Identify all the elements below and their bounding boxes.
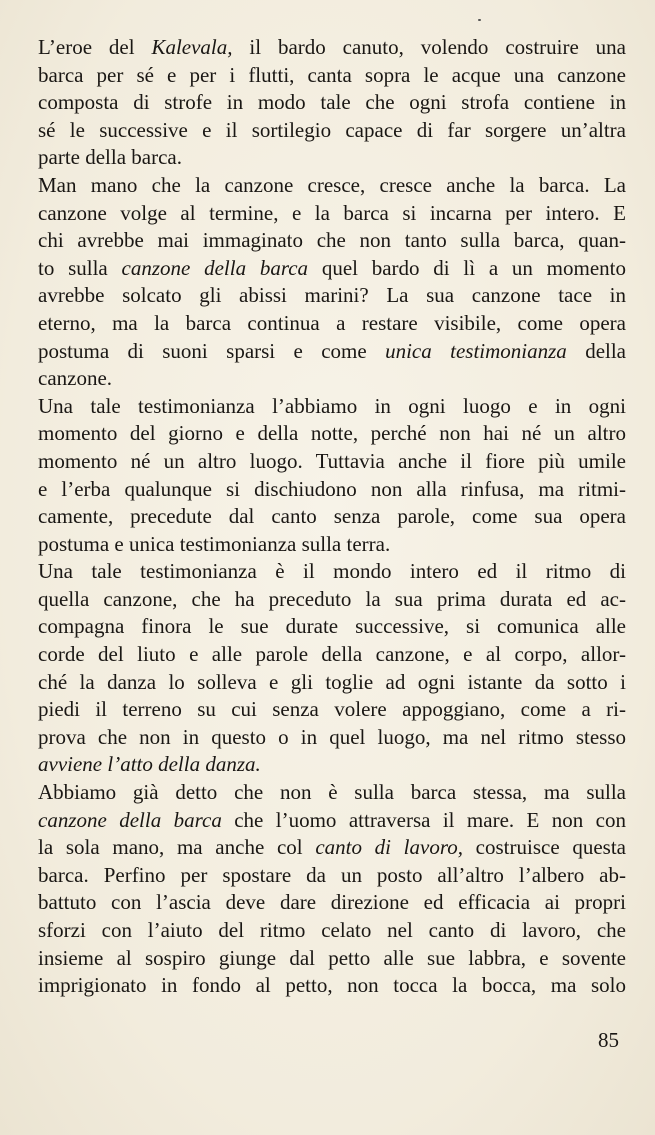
text-line — [38, 531, 626, 559]
text-segment: postuma di suoni sparsi e come — [38, 338, 386, 363]
text-line — [38, 448, 626, 476]
text-line — [38, 144, 626, 172]
text-line — [38, 503, 626, 531]
text-segment: della — [566, 338, 627, 363]
text-segment: che l’uomo attraversa il mare. E non con — [221, 807, 626, 832]
text-line — [38, 282, 626, 310]
body-text — [38, 34, 626, 1000]
text-line — [38, 227, 626, 255]
text-line — [38, 338, 626, 366]
text-segment: eterno, ma la barca continua a restare visibile, come opera — [38, 310, 626, 335]
text-line — [38, 669, 626, 697]
italic-phrase: unica testimonianza — [385, 338, 567, 363]
text-segment: il bardo canuto, volendo costruire una — [232, 35, 626, 59]
text-line — [38, 200, 626, 228]
text-line — [38, 34, 626, 62]
italic-phrase: canto di lavoro, — [315, 835, 463, 860]
text-segment: parte della barca. — [38, 145, 182, 170]
text-line — [38, 117, 626, 145]
text-segment: prova che non in questo o in quel luogo, ma nel ritmo stesso — [38, 724, 626, 749]
text-segment: camente, precedute dal canto senza parole, come sua opera — [38, 504, 626, 529]
text-segment: Una tale testimonianza l’abbiamo in ogni luogo e in ogni — [38, 393, 626, 418]
text-segment: costruisce questa — [462, 835, 626, 860]
text-line — [38, 696, 626, 724]
text-line — [38, 393, 626, 421]
text-segment: canzone. — [38, 366, 113, 391]
text-line — [38, 834, 626, 862]
text-line — [38, 779, 626, 807]
text-segment: corde del liuto e alle parole della canzone, e al corpo, allor- — [38, 642, 626, 667]
text-line — [38, 89, 626, 117]
text-segment: e l’erba qualunque si dischiudono non alla rinfusa, ma ritmi- — [38, 476, 626, 501]
text-segment: quel bardo di lì a un momento — [308, 255, 626, 280]
text-line — [38, 807, 626, 835]
text-segment: sforzi con l’aiuto del ritmo celato nel canto di lavoro, che — [38, 918, 626, 942]
text-segment: canzone volge al termine, e la barca si incarna per intero. E — [38, 200, 626, 225]
text-segment: to sulla — [38, 255, 122, 280]
text-segment: compagna finora le sue durate successive, si comunica alle — [38, 614, 626, 639]
ink-speck — [478, 19, 481, 21]
text-line — [38, 862, 626, 890]
text-segment: piedi il terreno su cui senza volere appoggiano, come a ri- — [38, 697, 626, 722]
text-line — [38, 945, 626, 973]
text-line — [38, 558, 626, 586]
text-line — [38, 310, 626, 338]
text-segment: barca per sé e per i flutti, canta sopra le acque una canzone — [38, 62, 626, 87]
text-line — [38, 917, 626, 945]
text-segment: ché la danza lo solleva e gli toglie ad ogni istante da sotto i — [38, 669, 626, 694]
text-segment: battuto con l’ascia deve dare direzione ed efficacia ai propri — [38, 890, 626, 915]
text-segment: quella canzone, che ha preceduto la sua prima durata ed ac- — [38, 586, 626, 611]
text-segment: Man mano che la canzone cresce, cresce anche la barca. La — [38, 172, 626, 197]
text-segment: momento del giorno e della notte, perché non hai né un altro — [38, 421, 626, 446]
text-line — [38, 586, 626, 614]
text-segment: chi avrebbe mai immaginato che non tanto sulla barca, quan- — [38, 228, 626, 253]
italic-phrase: canzone della barca — [121, 255, 309, 280]
italic-phrase: canzone della barca — [38, 807, 222, 832]
text-segment: insieme al sospiro giunge dal petto alle sue labbra, e sovente — [38, 945, 626, 970]
text-segment: L’eroe del — [38, 35, 152, 59]
text-segment: sé le successive e il sortilegio capace di far sorgere un’altra — [38, 117, 626, 142]
text-line — [38, 255, 626, 283]
page-number: 85 — [598, 1028, 619, 1052]
text-line — [38, 476, 626, 504]
text-segment: la sola mano, ma anche col — [38, 835, 316, 860]
text-segment: postuma e unica testimonianza sulla terra. — [38, 531, 391, 556]
italic-phrase: Kalevala, — [151, 35, 233, 59]
text-segment: momento né un altro luogo. Tuttavia anche il fiore più umile — [38, 448, 626, 473]
text-segment: avrebbe solcato gli abissi marini? La sua canzone tace in — [38, 283, 626, 308]
text-segment: Una tale testimonianza è il mondo intero ed il ritmo di — [38, 559, 626, 584]
text-line — [38, 365, 626, 393]
text-line — [38, 172, 626, 200]
text-line — [38, 751, 626, 779]
text-line — [38, 420, 626, 448]
text-line — [38, 613, 626, 641]
text-line — [38, 972, 626, 1000]
text-line — [38, 889, 626, 917]
text-segment: barca. Perfino per spostare da un posto all’altro l’albero ab- — [38, 862, 626, 887]
text-line — [38, 724, 626, 752]
text-line — [38, 62, 626, 90]
text-segment: composta di strofe in modo tale che ogni strofa contiene in — [38, 90, 626, 115]
text-line — [38, 641, 626, 669]
italic-phrase: avviene l’atto della danza. — [38, 752, 261, 777]
text-segment: imprigionato in fondo al petto, non tocca la bocca, ma solo — [38, 973, 626, 998]
text-segment: Abbiamo già detto che non è sulla barca stessa, ma sulla — [38, 780, 626, 805]
